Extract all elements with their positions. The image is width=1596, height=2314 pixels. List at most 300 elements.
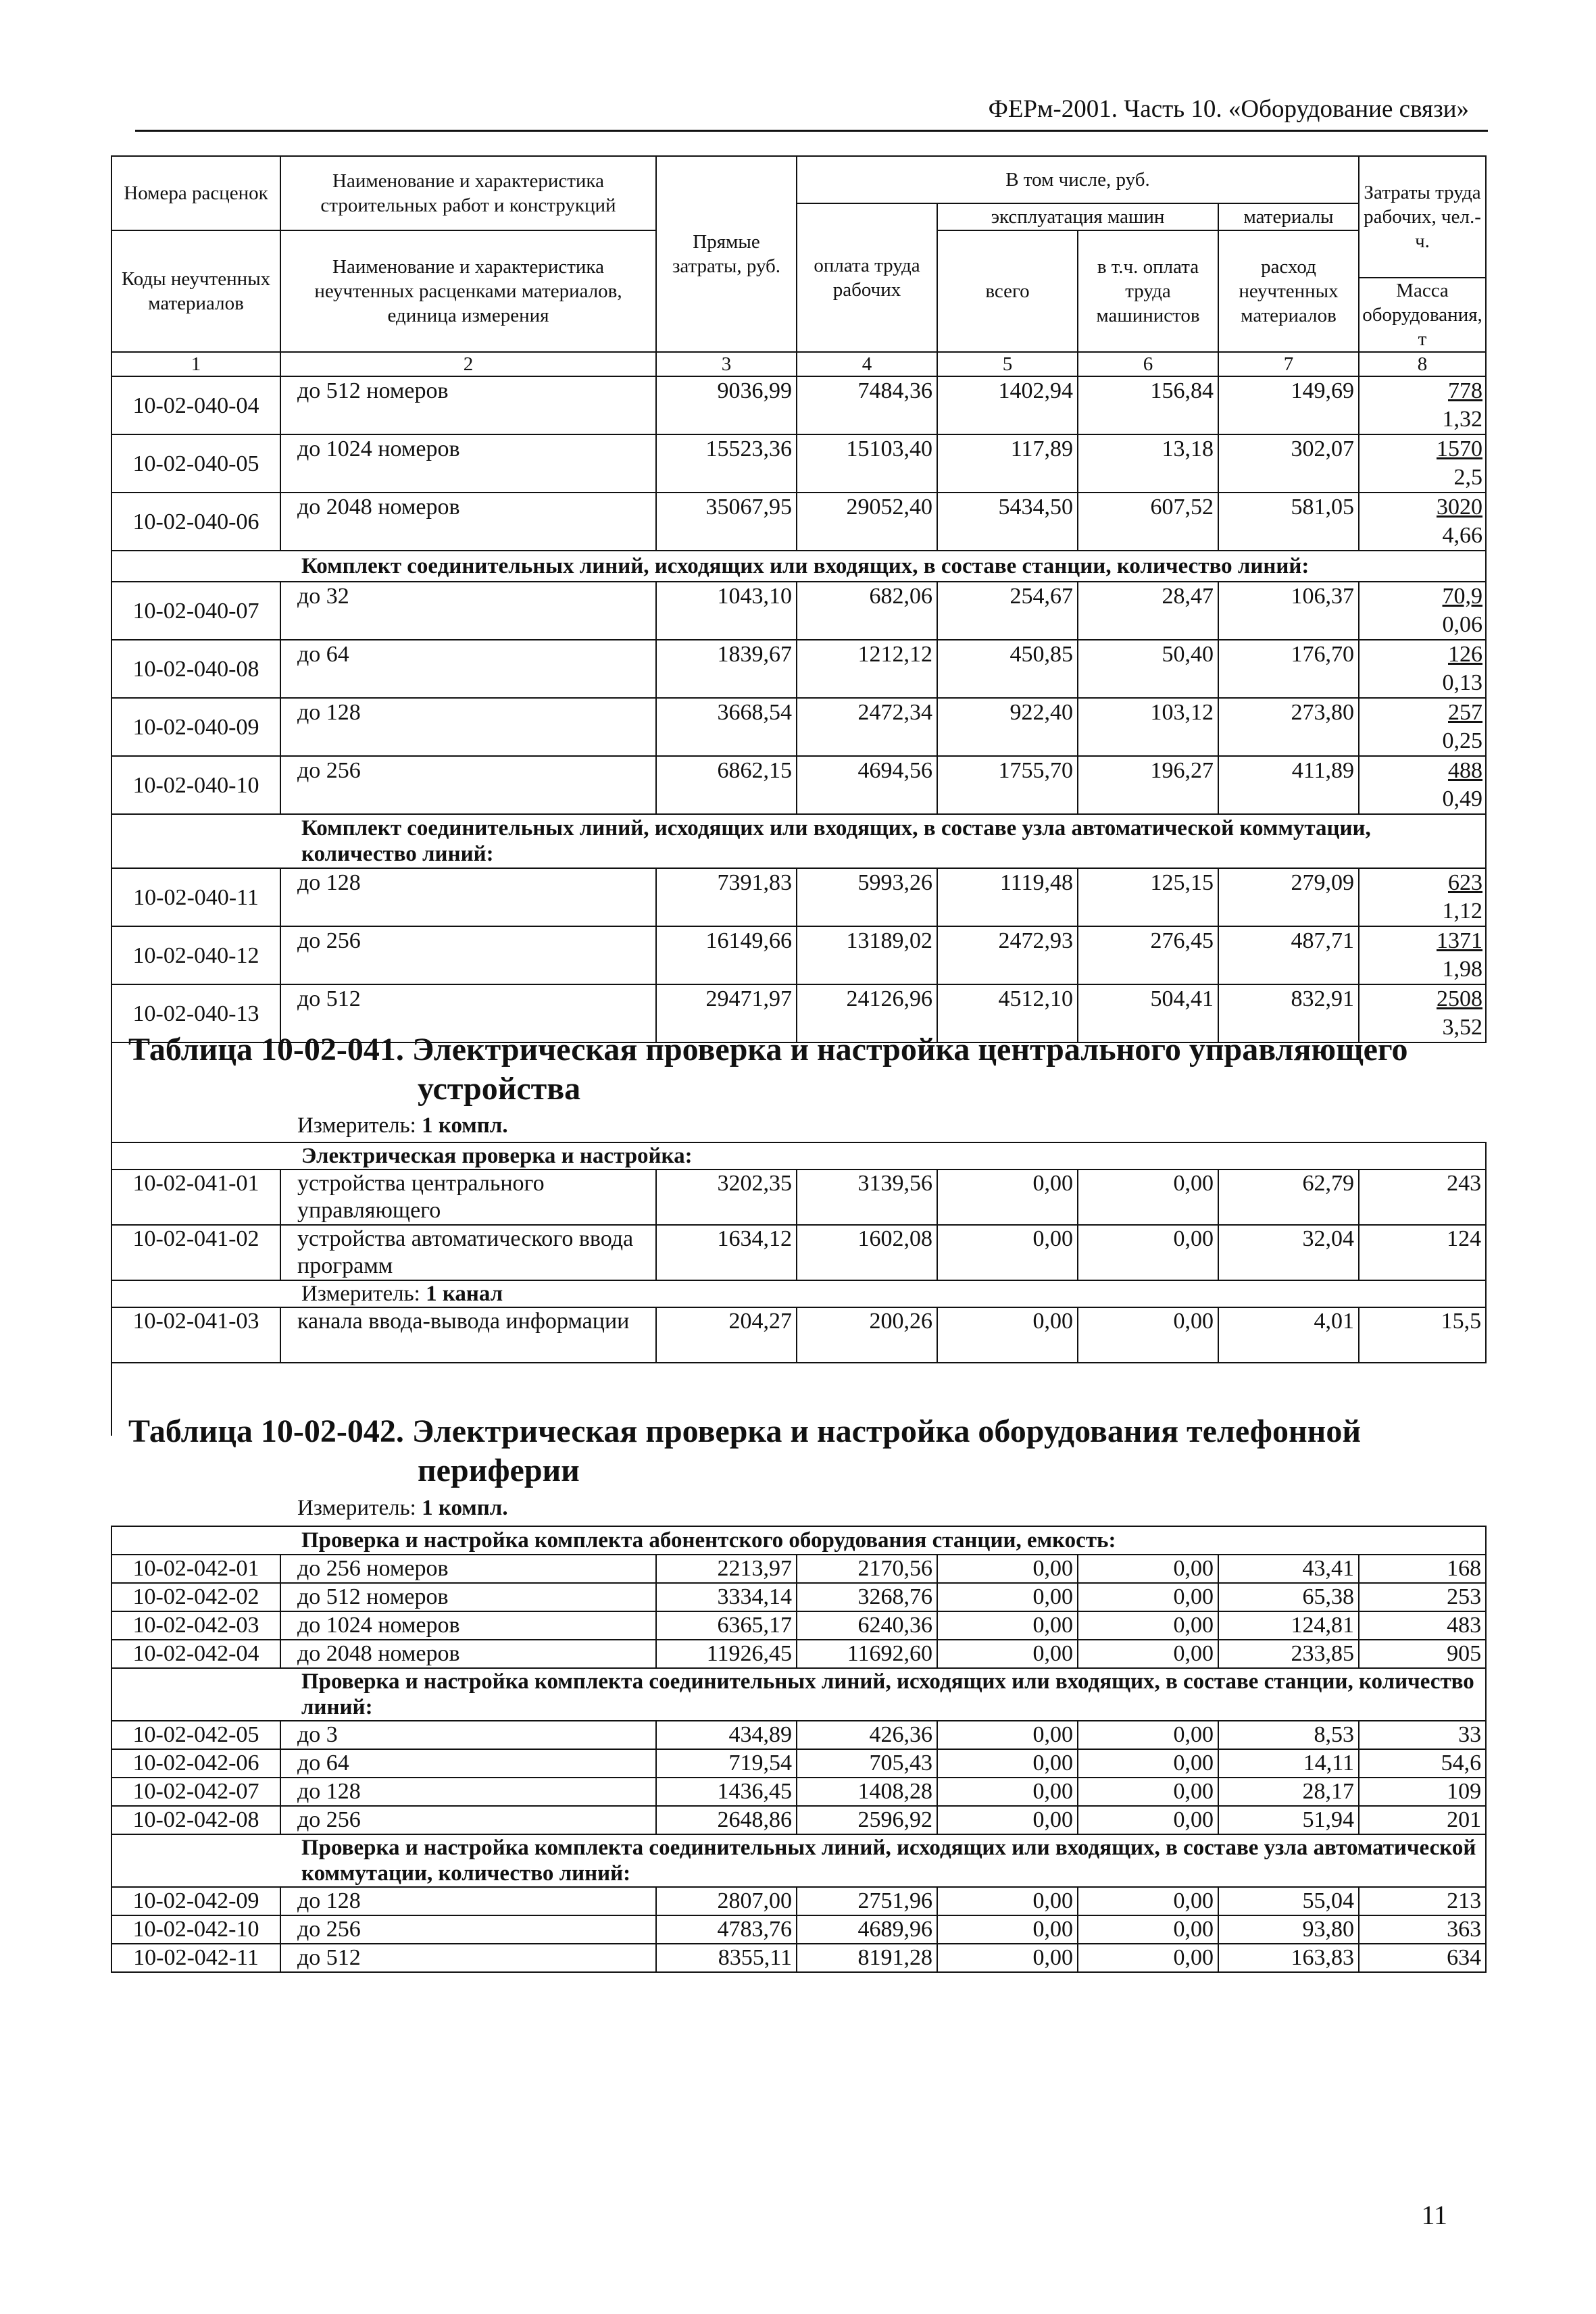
equipment-mass: 0,13 (1442, 670, 1482, 695)
cost-value: 1839,67 (656, 640, 797, 698)
rows-group-041a (111, 1169, 1486, 1280)
table-row (111, 1749, 1486, 1778)
work-name: до 128 (280, 698, 656, 756)
cost-value: 0,00 (1078, 1640, 1218, 1668)
work-name: до 256 (280, 756, 656, 814)
section-row (111, 1668, 1486, 1721)
cost-value: 51,94 (1218, 1806, 1359, 1834)
work-name: до 3 (280, 1721, 656, 1749)
labor-hours: 126 (1448, 642, 1482, 667)
labor-mass-cell (1359, 434, 1486, 493)
cost-value: 35067,95 (656, 493, 797, 551)
labor-hours: 2508 (1437, 986, 1482, 1011)
labor-hours: 483 (1359, 1611, 1486, 1640)
rate-code: 10-02-041-02 (111, 1225, 280, 1280)
cost-value: 8355,11 (656, 1944, 797, 1972)
labor-hours: 257 (1448, 700, 1482, 725)
cost-value: 196,27 (1078, 756, 1218, 814)
equipment-mass: 1,32 (1442, 407, 1482, 432)
header-col8-bottom: Масса оборудования, т (1359, 278, 1486, 352)
cost-value: 4783,76 (656, 1915, 797, 1944)
cost-value: 0,00 (1078, 1915, 1218, 1944)
page-number: 11 (1421, 2200, 1447, 2230)
rate-code: 10-02-040-05 (111, 434, 280, 493)
header-col2-top: Наименование и характеристика строительных работ и конструкций (280, 156, 656, 230)
cost-value: 28,17 (1218, 1778, 1359, 1806)
cost-value: 8191,28 (797, 1944, 937, 1972)
cost-value: 65,38 (1218, 1583, 1359, 1611)
table-row (111, 1225, 1486, 1280)
cost-value: 5993,26 (797, 868, 937, 926)
labor-mass-cell (1359, 493, 1486, 551)
section-row (111, 814, 1486, 868)
section-heading: Проверка и настройка комплекта абонентского оборудования станции, емкость: (111, 1526, 1486, 1555)
header-machines: эксплуатация машин (937, 203, 1218, 230)
cost-value: 3202,35 (656, 1169, 797, 1225)
cost-value: 0,00 (937, 1749, 1078, 1778)
cost-value: 103,12 (1078, 698, 1218, 756)
work-name: до 256 номеров (280, 1555, 656, 1583)
rates-table-040 (111, 155, 1487, 1043)
table-041-measure (297, 1113, 508, 1138)
cost-value: 0,00 (937, 1778, 1078, 1806)
cost-value: 14,11 (1218, 1749, 1359, 1778)
cost-value: 149,69 (1218, 376, 1359, 434)
labor-hours: 201 (1359, 1806, 1486, 1834)
work-name: до 256 (280, 1806, 656, 1834)
labor-hours: 70,9 (1442, 584, 1482, 609)
cost-value: 922,40 (937, 698, 1078, 756)
cost-value: 62,79 (1218, 1169, 1359, 1225)
labor-hours: 905 (1359, 1640, 1486, 1668)
cost-value: 4512,10 (937, 984, 1078, 1042)
title-line: Таблица 10-02-042. Электрическая проверка и настройка оборудования телефонной (128, 1413, 1361, 1449)
column-number: 4 (797, 352, 937, 376)
cost-value: 7391,83 (656, 868, 797, 926)
rows-group-042b (111, 1721, 1486, 1834)
section-heading: Проверка и настройка комплекта соединительных линий, исходящих или входящих, в составе станции, количество линий: (111, 1668, 1486, 1721)
column-number: 8 (1359, 352, 1486, 376)
title-line: Таблица 10-02-041. Электрическая проверка и настройка центрального управляющего (128, 1032, 1408, 1067)
cost-value: 434,89 (656, 1721, 797, 1749)
rates-table-042 (111, 1526, 1487, 1973)
cost-value: 3334,14 (656, 1583, 797, 1611)
column-number: 3 (656, 352, 797, 376)
cost-value: 8,53 (1218, 1721, 1359, 1749)
rate-code: 10-02-040-12 (111, 926, 280, 984)
work-name: до 128 (280, 1778, 656, 1806)
cost-value: 0,00 (1078, 1749, 1218, 1778)
header-col1-top: Номера расценок (111, 156, 280, 230)
rows-group-a (111, 376, 1486, 551)
cost-value: 0,00 (937, 1225, 1078, 1280)
rate-code: 10-02-042-07 (111, 1778, 280, 1806)
rates-table-041 (111, 1142, 1487, 1363)
cost-value: 279,09 (1218, 868, 1359, 926)
cost-value: 2213,97 (656, 1555, 797, 1583)
cost-value: 125,15 (1078, 868, 1218, 926)
title-line: периферии (418, 1453, 580, 1488)
table-row (111, 1915, 1486, 1944)
cost-value: 43,41 (1218, 1555, 1359, 1583)
cost-value: 13189,02 (797, 926, 937, 984)
labor-hours: 488 (1448, 758, 1482, 783)
cost-value: 55,04 (1218, 1887, 1359, 1915)
cost-value: 233,85 (1218, 1640, 1359, 1668)
running-head: ФЕРм-2001. Часть 10. «Оборудование связи» (988, 95, 1469, 123)
cost-value: 0,00 (937, 1640, 1078, 1668)
cost-value: 0,00 (937, 1307, 1078, 1363)
cost-value: 0,00 (1078, 1944, 1218, 1972)
measure-value: 1 канал (426, 1281, 503, 1306)
cost-value: 1634,12 (656, 1225, 797, 1280)
header-col2-bottom: Наименование и характеристика неучтенных расценками материалов, единица измерения (280, 230, 656, 352)
section-row (111, 1526, 1486, 1555)
rows-group-042c (111, 1887, 1486, 1972)
table-row (111, 434, 1486, 493)
cost-value: 302,07 (1218, 434, 1359, 493)
header-col3: Прямые затраты, руб. (656, 156, 797, 352)
work-name: до 64 (280, 640, 656, 698)
rate-code: 10-02-040-10 (111, 756, 280, 814)
cost-value: 487,71 (1218, 926, 1359, 984)
labor-hours: 33 (1359, 1721, 1486, 1749)
rows-group-b (111, 582, 1486, 814)
labor-hours: 778 (1448, 378, 1482, 403)
rate-code: 10-02-041-01 (111, 1169, 280, 1225)
cost-value: 4694,56 (797, 756, 937, 814)
cost-value: 6862,15 (656, 756, 797, 814)
cost-value: 504,41 (1078, 984, 1218, 1042)
measure-label: Измеритель: (297, 1496, 422, 1520)
header-materials: материалы (1218, 203, 1359, 230)
equipment-mass: 4,66 (1442, 523, 1482, 548)
labor-hours: 1570 (1437, 436, 1482, 461)
work-name: до 1024 номеров (280, 434, 656, 493)
cost-value: 93,80 (1218, 1915, 1359, 1944)
labor-hours: 253 (1359, 1583, 1486, 1611)
cost-value: 1408,28 (797, 1778, 937, 1806)
column-number: 1 (111, 352, 280, 376)
cost-value: 0,00 (937, 1169, 1078, 1225)
measure-row (111, 1280, 1486, 1307)
cost-value: 11692,60 (797, 1640, 937, 1668)
cost-value: 0,00 (937, 1721, 1078, 1749)
column-number: 7 (1218, 352, 1359, 376)
rate-code: 10-02-040-13 (111, 984, 280, 1042)
cost-value: 15523,36 (656, 434, 797, 493)
work-name: устройства центрального управляющего (280, 1169, 656, 1225)
work-name: до 256 (280, 1915, 656, 1944)
labor-mass-cell (1359, 640, 1486, 698)
cost-value: 2751,96 (797, 1887, 937, 1915)
labor-mass-cell (1359, 868, 1486, 926)
cost-value: 0,00 (937, 1555, 1078, 1583)
rate-code: 10-02-040-08 (111, 640, 280, 698)
equipment-mass: 0,06 (1442, 612, 1482, 637)
table-row (111, 868, 1486, 926)
table-row (111, 1806, 1486, 1834)
cost-value: 124,81 (1218, 1611, 1359, 1640)
cost-value: 11926,45 (656, 1640, 797, 1668)
work-name: до 512 номеров (280, 376, 656, 434)
table-041-title (128, 1030, 1408, 1109)
table-042-title (128, 1412, 1361, 1490)
cost-value: 1119,48 (937, 868, 1078, 926)
equipment-mass: 2,5 (1453, 465, 1482, 490)
work-name: устройства автоматического ввода программ (280, 1225, 656, 1280)
cost-value: 13,18 (1078, 434, 1218, 493)
section-heading: Комплект соединительных линий, исходящих или входящих, в составе станции, количество линий: (111, 551, 1486, 582)
cost-value: 29052,40 (797, 493, 937, 551)
section-row (111, 1834, 1486, 1887)
labor-hours: 3020 (1437, 495, 1482, 520)
cost-value: 2472,34 (797, 698, 937, 756)
labor-hours: 109 (1359, 1778, 1486, 1806)
table-row (111, 1721, 1486, 1749)
rate-code: 10-02-040-07 (111, 582, 280, 640)
table-042-measure (297, 1496, 508, 1521)
labor-mass-cell (1359, 376, 1486, 434)
cost-value: 163,83 (1218, 1944, 1359, 1972)
cost-value: 0,00 (1078, 1583, 1218, 1611)
labor-hours: 15,5 (1359, 1307, 1486, 1363)
table-row (111, 756, 1486, 814)
cost-value: 2807,00 (656, 1887, 797, 1915)
cost-value: 0,00 (1078, 1307, 1218, 1363)
labor-mass-cell (1359, 756, 1486, 814)
cost-value: 0,00 (1078, 1887, 1218, 1915)
labor-hours: 168 (1359, 1555, 1486, 1583)
rate-code: 10-02-041-03 (111, 1307, 280, 1363)
labor-hours: 243 (1359, 1169, 1486, 1225)
cost-value: 117,89 (937, 434, 1078, 493)
cost-value: 1402,94 (937, 376, 1078, 434)
section-row (111, 551, 1486, 582)
cost-value: 0,00 (937, 1887, 1078, 1915)
table-row (111, 1640, 1486, 1668)
header-including: В том числе, руб. (797, 156, 1359, 203)
cost-value: 1436,45 (656, 1778, 797, 1806)
table-row (111, 1307, 1486, 1363)
cost-value: 0,00 (937, 1583, 1078, 1611)
rate-code: 10-02-040-09 (111, 698, 280, 756)
cost-value: 581,05 (1218, 493, 1359, 551)
labor-hours: 623 (1448, 870, 1482, 895)
cost-value: 5434,50 (937, 493, 1078, 551)
rate-code: 10-02-042-08 (111, 1806, 280, 1834)
equipment-mass: 1,12 (1442, 899, 1482, 924)
cost-value: 0,00 (937, 1915, 1078, 1944)
rate-code: 10-02-040-04 (111, 376, 280, 434)
cost-value: 254,67 (937, 582, 1078, 640)
rate-code: 10-02-042-02 (111, 1583, 280, 1611)
cost-value: 16149,66 (656, 926, 797, 984)
cost-value: 0,00 (937, 1806, 1078, 1834)
cost-value: 0,00 (1078, 1225, 1218, 1280)
column-number: 2 (280, 352, 656, 376)
cost-value: 28,47 (1078, 582, 1218, 640)
header-col6: в т.ч. оплата труда машинистов (1078, 230, 1218, 352)
cost-value: 705,43 (797, 1749, 937, 1778)
cost-value: 2472,93 (937, 926, 1078, 984)
cost-value: 0,00 (1078, 1778, 1218, 1806)
cost-value: 0,00 (1078, 1555, 1218, 1583)
work-name: до 512 (280, 1944, 656, 1972)
header-col5: всего (937, 230, 1078, 352)
header-rule (135, 130, 1488, 132)
rate-code: 10-02-042-03 (111, 1611, 280, 1640)
rate-code: 10-02-042-04 (111, 1640, 280, 1668)
cost-value: 3668,54 (656, 698, 797, 756)
cost-value: 7484,36 (797, 376, 937, 434)
labor-hours: 124 (1359, 1225, 1486, 1280)
rate-code: 10-02-042-11 (111, 1944, 280, 1972)
table-row (111, 1944, 1486, 1972)
cost-value: 156,84 (1078, 376, 1218, 434)
rows-group-c (111, 868, 1486, 1042)
cost-value: 50,40 (1078, 640, 1218, 698)
cost-value: 2596,92 (797, 1806, 937, 1834)
labor-hours: 1371 (1437, 928, 1482, 953)
measure-label: Измеритель: (301, 1281, 426, 1306)
cost-value: 6365,17 (656, 1611, 797, 1640)
rows-group-041b (111, 1307, 1486, 1363)
column-number: 5 (937, 352, 1078, 376)
section-row (111, 1142, 1486, 1169)
cost-value: 832,91 (1218, 984, 1359, 1042)
cost-value: 450,85 (937, 640, 1078, 698)
cost-value: 1755,70 (937, 756, 1078, 814)
cost-value: 0,00 (1078, 1169, 1218, 1225)
cost-value: 1212,12 (797, 640, 937, 698)
cost-value: 4689,96 (797, 1915, 937, 1944)
cost-value: 4,01 (1218, 1307, 1359, 1363)
table-row (111, 926, 1486, 984)
column-number: 6 (1078, 352, 1218, 376)
cost-value: 24126,96 (797, 984, 937, 1042)
labor-hours: 363 (1359, 1915, 1486, 1944)
cost-value: 273,80 (1218, 698, 1359, 756)
table-row (111, 1169, 1486, 1225)
table-row (111, 640, 1486, 698)
labor-mass-cell (1359, 582, 1486, 640)
cost-value: 2648,86 (656, 1806, 797, 1834)
cost-value: 15103,40 (797, 434, 937, 493)
section-heading: Электрическая проверка и настройка: (111, 1142, 1486, 1169)
cost-value: 607,52 (1078, 493, 1218, 551)
work-name: до 1024 номеров (280, 1611, 656, 1640)
header-col1-bottom: Коды неучтенных материалов (111, 230, 280, 352)
header-row-1 (111, 156, 1486, 203)
equipment-mass: 0,25 (1442, 728, 1482, 753)
labor-mass-cell (1359, 926, 1486, 984)
cost-value: 426,36 (797, 1721, 937, 1749)
cost-value: 9036,99 (656, 376, 797, 434)
cost-value: 0,00 (937, 1611, 1078, 1640)
equipment-mass: 1,98 (1442, 957, 1482, 982)
rate-code: 10-02-042-09 (111, 1887, 280, 1915)
table-row (111, 1778, 1486, 1806)
table-row (111, 1887, 1486, 1915)
measure-value: 1 компл. (422, 1113, 508, 1138)
header-col8-top: Затраты труда рабочих, чел.-ч. (1359, 156, 1486, 278)
rows-group-042a (111, 1555, 1486, 1668)
work-name: до 32 (280, 582, 656, 640)
work-name: до 512 (280, 984, 656, 1042)
cost-value: 176,70 (1218, 640, 1359, 698)
work-name: канала ввода-вывода информации (280, 1307, 656, 1363)
cost-value: 0,00 (1078, 1721, 1218, 1749)
section-heading: Проверка и настройка комплекта соединительных линий, исходящих или входящих, в составе узла автоматической коммутации, количество линий: (111, 1834, 1486, 1887)
table-row (111, 376, 1486, 434)
labor-hours: 54,6 (1359, 1749, 1486, 1778)
title-line: устройства (418, 1071, 581, 1107)
cost-value: 32,04 (1218, 1225, 1359, 1280)
header-col4: оплата труда рабочих (797, 203, 937, 352)
measure-cell (111, 1280, 1486, 1307)
section-heading: Комплект соединительных линий, исходящих или входящих, в составе узла автоматической коммутации, количество линий: (111, 814, 1486, 868)
cost-value: 200,26 (797, 1307, 937, 1363)
cost-value: 411,89 (1218, 756, 1359, 814)
work-name: до 2048 номеров (280, 1640, 656, 1668)
rate-code: 10-02-040-06 (111, 493, 280, 551)
cost-value: 1602,08 (797, 1225, 937, 1280)
work-name: до 128 (280, 1887, 656, 1915)
work-name: до 2048 номеров (280, 493, 656, 551)
labor-mass-cell (1359, 698, 1486, 756)
work-name: до 256 (280, 926, 656, 984)
cost-value: 0,00 (1078, 1806, 1218, 1834)
cost-value: 0,00 (1078, 1611, 1218, 1640)
cost-value: 106,37 (1218, 582, 1359, 640)
column-numbers-row (111, 352, 1486, 376)
table-row (111, 493, 1486, 551)
table-row (111, 1611, 1486, 1640)
cost-value: 29471,97 (656, 984, 797, 1042)
work-name: до 512 номеров (280, 1583, 656, 1611)
work-name: до 128 (280, 868, 656, 926)
equipment-mass: 3,52 (1442, 1015, 1482, 1040)
cost-value: 719,54 (656, 1749, 797, 1778)
table-row (111, 698, 1486, 756)
cost-value: 6240,36 (797, 1611, 937, 1640)
work-name: до 64 (280, 1749, 656, 1778)
table-row (111, 1555, 1486, 1583)
rate-code: 10-02-042-10 (111, 1915, 280, 1944)
rate-code: 10-02-042-06 (111, 1749, 280, 1778)
cost-value: 682,06 (797, 582, 937, 640)
cost-value: 3139,56 (797, 1169, 937, 1225)
rate-code: 10-02-040-11 (111, 868, 280, 926)
rate-code: 10-02-042-05 (111, 1721, 280, 1749)
labor-hours: 634 (1359, 1944, 1486, 1972)
cost-value: 276,45 (1078, 926, 1218, 984)
labor-hours: 213 (1359, 1887, 1486, 1915)
table-row (111, 1583, 1486, 1611)
cost-value: 1043,10 (656, 582, 797, 640)
rate-code: 10-02-042-01 (111, 1555, 280, 1583)
cost-value: 3268,76 (797, 1583, 937, 1611)
cost-value: 204,27 (656, 1307, 797, 1363)
measure-value: 1 компл. (422, 1496, 508, 1520)
header-col7: расход неучтенных материалов (1218, 230, 1359, 352)
measure-label: Измеритель: (297, 1113, 422, 1138)
table-row (111, 582, 1486, 640)
cost-value: 0,00 (937, 1944, 1078, 1972)
equipment-mass: 0,49 (1442, 786, 1482, 811)
cost-value: 2170,56 (797, 1555, 937, 1583)
